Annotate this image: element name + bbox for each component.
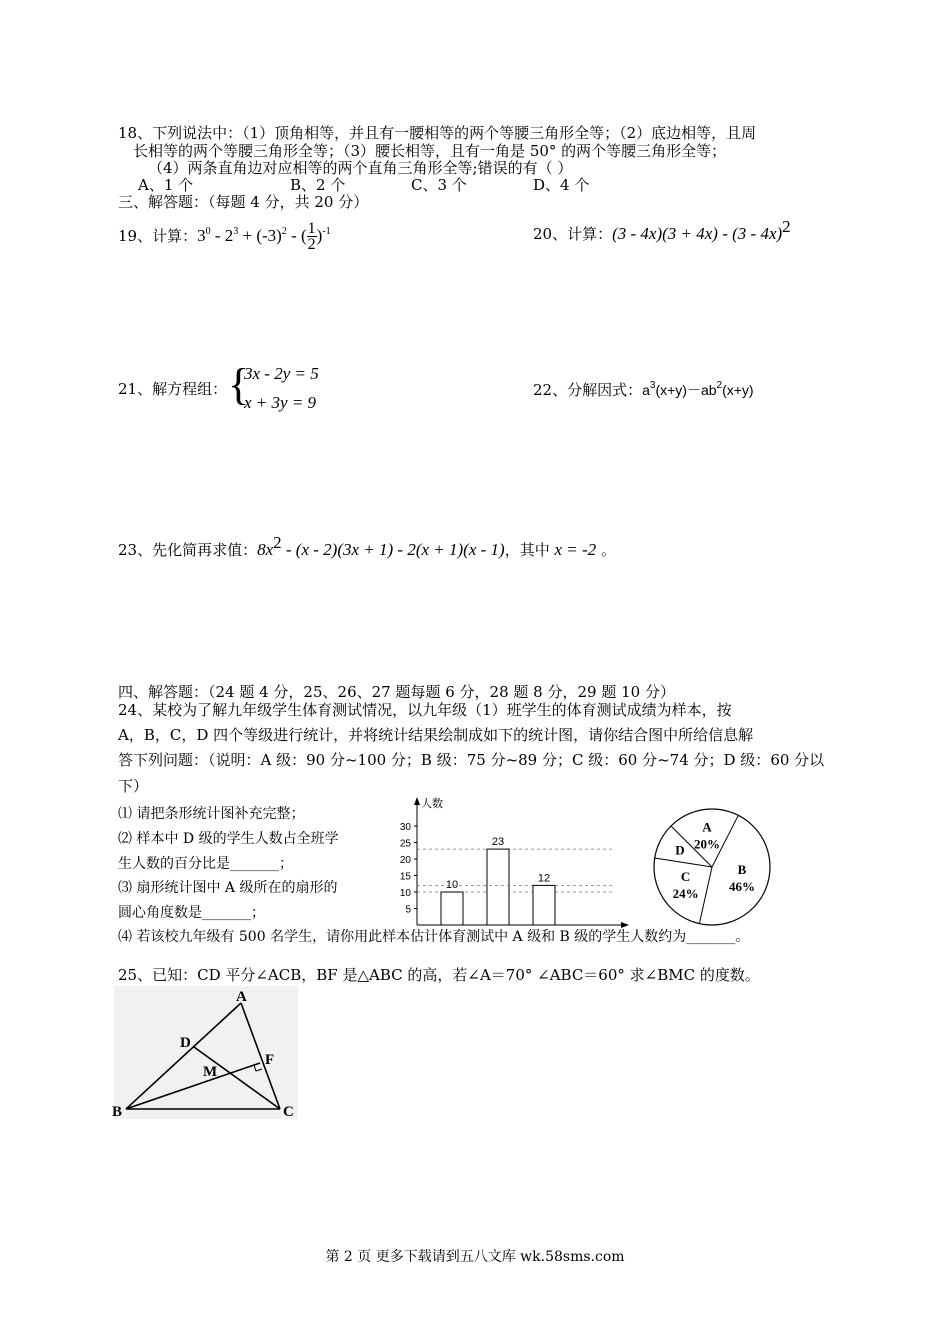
q24-sub2a: ⑵ 样本中 D 级的学生人数占全班学 — [118, 831, 339, 847]
pie-label-D: D — [675, 842, 685, 858]
q22-label: 22、分解因式： — [533, 381, 643, 399]
q21-eq2: x + 3y = 9 — [244, 393, 317, 412]
bar-A — [441, 892, 463, 925]
q24-sub3b: 圆心角度数是_______； — [118, 905, 265, 921]
q19-expneg: -1 — [322, 226, 331, 237]
q22-a: a — [642, 382, 650, 398]
bar-B — [487, 849, 509, 925]
y-tick-label: 30 — [399, 822, 411, 833]
q18-option-a: A、1 个 — [138, 176, 194, 194]
q19-fraction: $\frac{1}{2}$ — [307, 219, 316, 253]
y-axis-label: 人数 — [421, 797, 443, 810]
q22-c: (x+y) — [722, 382, 754, 398]
q20-exp: 2 — [782, 217, 791, 236]
q20-label: 20、计算： — [533, 225, 613, 243]
q21-eq1: 3x - 2y = 5 — [244, 364, 319, 383]
pie-chart — [640, 805, 790, 930]
q24-sub4: ⑷ 若该校九年级有 500 名学生，请你用此样本估计体育测试中 A 级和 B 级的学生人数约为_______。 — [118, 929, 750, 945]
q22-exp3: 3 — [649, 380, 656, 391]
bar-value-label: 12 — [537, 872, 551, 885]
q24-sub3a: ⑶ 扇形统计图中 A 级所在的扇形的 — [118, 880, 338, 896]
pie-percent-C: 24% — [672, 885, 699, 901]
q18-option-b: B、2 个 — [290, 176, 346, 194]
q23-b: - (x - 2)(3x + 1) - 2(x + 1)(x - 1) — [281, 540, 505, 559]
q19-minus2: - ( — [286, 226, 307, 245]
q24-sub1: ⑴ 请把条形统计图补充完整； — [118, 806, 305, 822]
label-c: C — [283, 1104, 294, 1120]
q24-line2: A，B，C，D 四个等级进行统计，并将统计结果绘制成如下的统计图，请你结合图中所给信息解 — [118, 726, 754, 744]
pie-percent-B: 46% — [729, 878, 756, 894]
altitude-bf — [126, 1063, 260, 1109]
bar-value-label: 23 — [491, 836, 505, 849]
q18-line1: 18、下列说法中：（1）顶角相等，并且有一腰相等的两个等腰三角形全等；（2）底边相等，且周 — [118, 124, 757, 142]
q24-line1: 24、某校为了解九年级学生体育测试情况，以九年级（1）班学生的体育测试成绩为样本，按 — [118, 701, 732, 719]
y-axis-arrow — [414, 797, 420, 805]
pie-percent-A: 20% — [693, 836, 720, 852]
label-d: D — [180, 1035, 191, 1051]
q22-exp2: 2 — [716, 380, 723, 391]
q23-cond: x = -2 — [554, 540, 597, 559]
y-tick-label: 20 — [399, 855, 411, 866]
q18-line2: 长相等的两个等腰三角形全等；（3）腰长相等，且有一角是 50° 的两个等腰三角形全等； — [133, 142, 727, 160]
q19-label: 19、计算： — [118, 227, 198, 245]
label-f: F — [265, 1052, 275, 1068]
q19-exp2: 2 — [281, 226, 287, 237]
q19-minus: - 2 — [210, 226, 234, 245]
q19-plus: + (-3) — [238, 226, 282, 245]
bar-chart — [365, 795, 635, 945]
q22-b: (x+y)－ab — [655, 382, 717, 398]
label-a: A — [236, 989, 247, 1005]
q23-a: 8x — [257, 540, 274, 559]
q23-end: 。 — [596, 541, 616, 559]
q18-option-c: C、3 个 — [411, 176, 467, 194]
pie-layer — [654, 809, 770, 925]
pie-label-A: A — [702, 819, 712, 835]
q20-expr: (3 - 4x)(3 + 4x) - (3 - 4x) — [612, 224, 783, 243]
right-angle-mark — [254, 1065, 262, 1071]
label-m: M — [203, 1064, 218, 1080]
q21-label: 21、解方程组： — [118, 380, 228, 398]
q24-line3: 答下列问题：（说明：A 级：90 分~100 分；B 级：75 分~89 分；C 级：60 分~74 分；D 级：60 分以 — [118, 751, 825, 769]
q18-option-d: D、4 个 — [533, 176, 590, 194]
y-tick-label: 15 — [399, 871, 411, 883]
pie-label-B: B — [737, 861, 747, 877]
triangle-figure — [108, 985, 308, 1125]
q23-mid: ，其中 — [504, 541, 555, 559]
q22 — [533, 380, 754, 400]
y-tick-label: 25 — [399, 838, 411, 850]
q19-exp3: 3 — [233, 226, 239, 237]
q24-line4: 下） — [118, 777, 149, 795]
footer: 第 2 页 更多下载请到五八文库 wk.58sms.com — [325, 1249, 625, 1265]
bar-C — [533, 885, 555, 925]
bar-value-label: 10 — [445, 879, 459, 891]
section3-title: 三、解答题：（每题 4 分，共 20 分） — [118, 193, 369, 211]
q25-text: 25、已知：CD 平分∠ACB，BF 是△ABC 的高，若∠A＝70° ∠ABC＝60° 求∠BMC 的度数。 — [118, 966, 760, 984]
q23 — [118, 533, 616, 560]
q19 — [118, 214, 331, 258]
y-tick-label: 5 — [405, 904, 411, 916]
q19-exp0: 0 — [205, 226, 211, 237]
q18-line3: （4）两条直角边对应相等的两个直角三角形全等;错误的有（ ） — [148, 159, 573, 177]
label-b: B — [112, 1104, 123, 1120]
q19-close: ) — [316, 226, 323, 245]
section4-title: 四、解答题：（24 题 4 分，25、26、27 题每题 6 分，28 题 8 分，29 题 10 分） — [118, 683, 675, 701]
y-tick-label: 10 — [399, 888, 411, 899]
q24-sub2b: 生人数的百分比是_______； — [118, 856, 293, 872]
q19-base: 3 — [197, 226, 206, 245]
q23-label: 23、先化简再求值： — [118, 541, 258, 559]
q21-brace: { — [228, 360, 250, 409]
q20 — [533, 217, 791, 244]
q23-exp2: 2 — [273, 533, 282, 552]
bar-layer — [400, 796, 629, 928]
side-ab — [126, 1003, 241, 1109]
pie-label-C: C — [680, 868, 691, 884]
